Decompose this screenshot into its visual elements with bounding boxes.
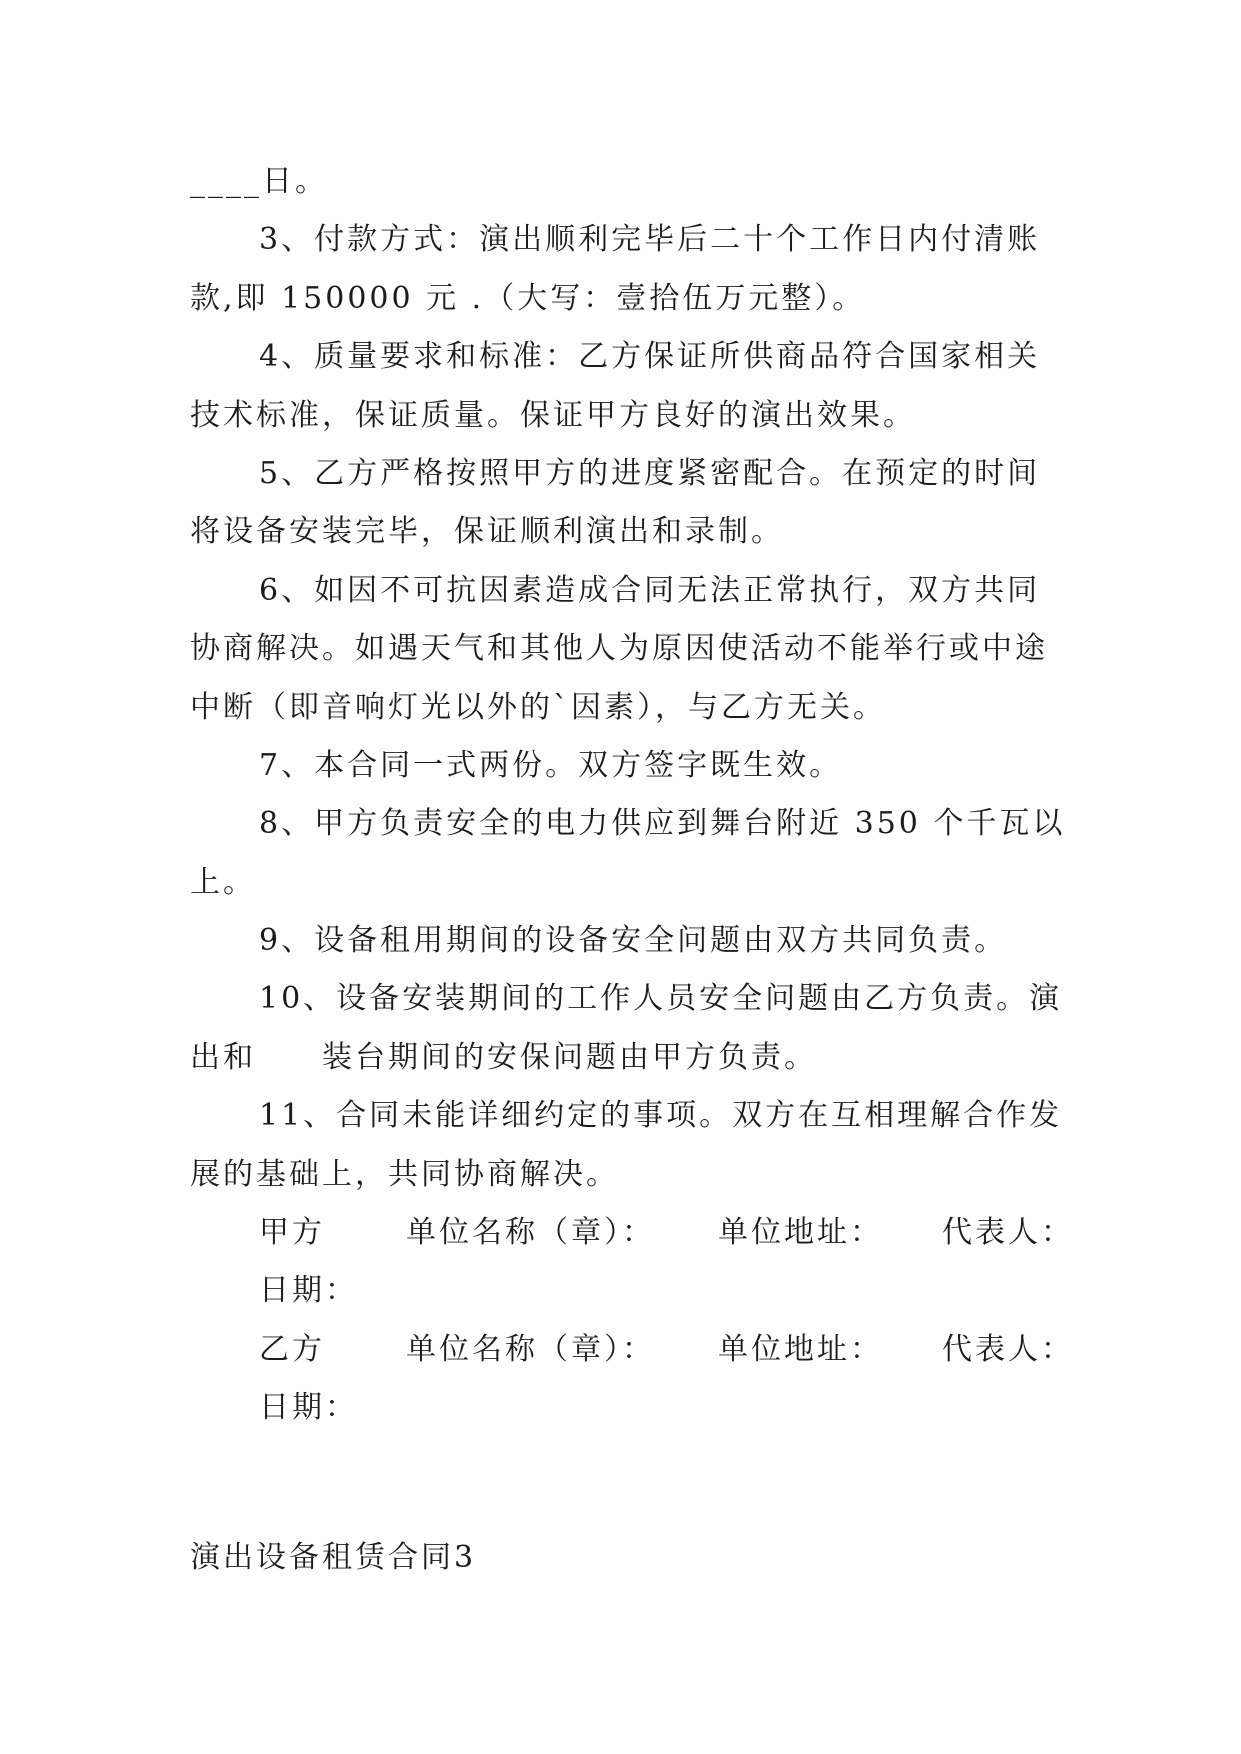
clause-6-line: 6、如因不可抗因素造成合同无法正常执行，双方共同 xyxy=(259,572,1041,608)
text-line: 款,即 150000 元 .（大写：壹拾伍万元整）。 xyxy=(190,280,866,316)
clause-8-line: 8、甲方负责安全的电力供应到舞台附近 350 个千瓦以 xyxy=(259,806,1066,842)
unit-address-label: 单位地址： xyxy=(718,1331,883,1367)
clause-9-line: 9、设备租用期间的设备安全问题由双方共同负责。 xyxy=(259,923,1008,959)
text-line: 中断（即音响灯光以外的`因素），与乙方无关。 xyxy=(190,689,886,725)
clause-7-line: 7、本合同一式两份。双方签字既生效。 xyxy=(259,747,843,783)
clause-4-line: 4、质量要求和标准：乙方保证所供商品符合国家相关 xyxy=(259,339,1041,375)
party-a-date-label: 日期： xyxy=(259,1273,358,1309)
text-line: ____日。 xyxy=(190,164,328,199)
representative-label: 代表人： xyxy=(942,1331,1074,1367)
contract-body xyxy=(190,153,1090,1438)
text-line: 出和 装台期间的安保问题由甲方负责。 xyxy=(190,1039,817,1075)
text-line: 展的基础上，共同协商解决。 xyxy=(190,1156,619,1192)
text-line: 将设备安装完毕，保证顺利演出和录制。 xyxy=(190,514,784,550)
clause-10-line: 10、设备安装期间的工作人员安全问题由乙方负责。演 xyxy=(259,981,1063,1017)
party-b-label: 乙方 xyxy=(259,1331,325,1367)
signature-row-party-b xyxy=(190,1321,1090,1379)
clause-11-line: 11、合同未能详细约定的事项。双方在互相理解合作发 xyxy=(259,1098,1063,1134)
text-line: 协商解决。如遇天气和其他人为原因使活动不能举行或中途 xyxy=(190,631,1048,667)
unit-address-label: 单位地址： xyxy=(718,1215,883,1251)
clause-5-line: 5、乙方严格按照甲方的进度紧密配合。在预定的时间 xyxy=(259,455,1041,491)
party-b-date-label: 日期： xyxy=(259,1390,358,1426)
text-line: 技术标准，保证质量。保证甲方良好的演出效果。 xyxy=(190,397,916,433)
signature-row-party-a xyxy=(190,1204,1090,1262)
next-contract-title: 演出设备租赁合同3 xyxy=(190,1540,477,1575)
unit-name-label: 单位名称（章）： xyxy=(406,1331,655,1367)
text-line: 上。 xyxy=(190,864,256,900)
clause-3-line: 3、付款方式：演出顺利完毕后二十个工作日内付清账 xyxy=(259,222,1041,258)
representative-label: 代表人： xyxy=(942,1215,1074,1251)
party-a-label: 甲方 xyxy=(259,1215,325,1251)
unit-name-label: 单位名称（章）： xyxy=(406,1215,655,1251)
